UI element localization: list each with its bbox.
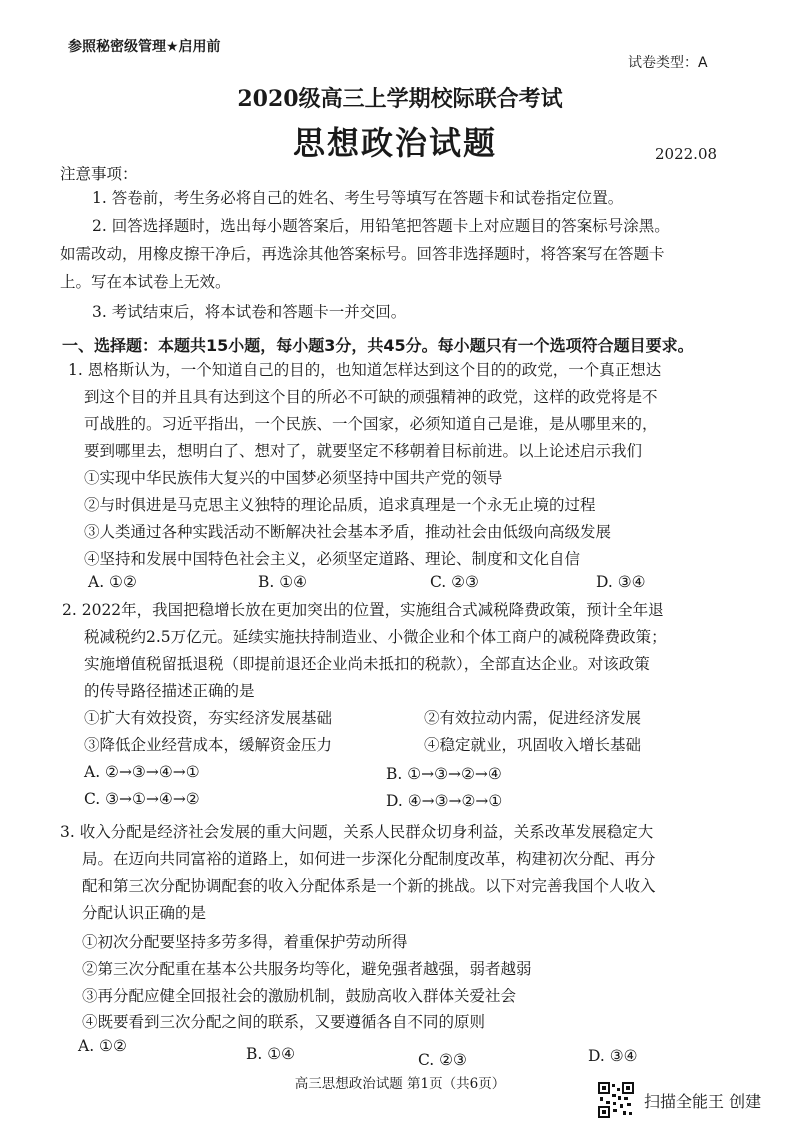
q2-stem-line-1: 2. 2022年，我国把稳增长放在更加突出的位置，实施组合式减税降费政策，预计全年退 (62, 601, 664, 619)
notice-line-1: 1. 答卷前，考生务必将自己的姓名、考生号等填写在答题卡和试卷指定位置。 (92, 189, 624, 207)
q1-option-c[interactable]: C. ②③ (430, 573, 479, 591)
exam-date: 2022.08 (655, 145, 718, 163)
q3-option-a[interactable]: A. ①② (78, 1037, 127, 1055)
q2-option-a[interactable]: A. ②→③→④→① (84, 763, 200, 781)
q1-statement-1: ①实现中华民族伟大复兴的中国梦必须坚持中国共产党的领导 (84, 469, 503, 487)
q1-statement-3: ③人类通过各种实践活动不断解决社会基本矛盾，推动社会由低级向高级发展 (84, 523, 612, 541)
q3-option-d[interactable]: D. ③④ (588, 1047, 638, 1065)
q1-stem-line-2: 到这个目的并且具有达到这个目的所必不可缺的顽强精神的政党，这样的政党将是不 (84, 388, 658, 406)
notice-line-5: 3. 考试结束后，将本试卷和答题卡一并交回。 (92, 303, 407, 321)
notice-line-2: 2. 回答选择题时，选出每小题答案后，用铅笔把答题卡上对应题目的答案标号涂黑。 (92, 217, 670, 235)
page-footer: 高三思想政治试题 第1页（共6页） (294, 1076, 506, 1092)
q2-statement-4: ④稳定就业，巩固收入增长基础 (424, 736, 642, 754)
q2-stem-line-2: 税减税约2.5万亿元。延续实施扶持制造业、小微企业和个体工商户的减税降费政策； (84, 628, 667, 646)
q1-option-d[interactable]: D. ③④ (596, 573, 646, 591)
exam-title: 2020级高三上学期校际联合考试 (237, 86, 563, 112)
q3-statement-1: ①初次分配要坚持多劳多得，着重保护劳动所得 (82, 933, 408, 951)
section-title: 一、选择题：本题共15小题，每小题3分，共45分。每小题只有一个选项符合题目要求。 (62, 336, 694, 355)
q2-stem-line-4: 的传导路径描述正确的是 (84, 682, 255, 700)
q3-statement-3: ③再分配应健全回报社会的激励机制，鼓励高收入群体关爱社会 (82, 987, 517, 1005)
q3-option-c[interactable]: C. ②③ (418, 1051, 467, 1069)
q2-option-b[interactable]: B. ①→③→②→④ (386, 765, 502, 783)
notice-title: 注意事项： (60, 165, 138, 183)
q3-stem-line-4: 分配认识正确的是 (82, 904, 207, 922)
q1-option-b[interactable]: B. ①④ (258, 573, 308, 591)
q2-statement-1: ①扩大有效投资，夯实经济发展基础 (84, 709, 333, 727)
notice-line-4: 上。写在本试卷上无效。 (60, 273, 231, 291)
q3-stem-line-1: 3. 收入分配是经济社会发展的重大问题，关系人民群众切身利益，关系改革发展稳定大 (60, 823, 654, 841)
scanner-watermark: 扫描全能王 创建 (644, 1092, 762, 1111)
q3-stem-line-2: 局。在迈向共同富裕的道路上，如何进一步深化分配制度改革，构建初次分配、再分 (82, 850, 656, 868)
confidentiality-label: 参照秘密级管理★启用前 (68, 39, 221, 55)
subject-title: 思想政治试题 (292, 124, 497, 162)
paper-type-label: 试卷类型：A (628, 55, 708, 71)
q3-option-b[interactable]: B. ①④ (246, 1045, 296, 1063)
q2-statement-3: ③降低企业经营成本，缓解资金压力 (84, 736, 333, 754)
q1-stem-line-4: 要到哪里去，想明白了、想对了，就要坚定不移朝着目标前进。以上论述启示我们 (84, 442, 643, 460)
q2-option-d[interactable]: D. ④→③→②→① (386, 792, 503, 810)
q1-stem-line-1: 1. 恩格斯认为，一个知道自己的目的，也知道怎样达到这个目的的政党，一个真正想达 (68, 361, 662, 379)
q3-statement-4: ④既要看到三次分配之间的联系，又要遵循各自不同的原则 (82, 1013, 486, 1031)
q2-option-c[interactable]: C. ③→①→④→② (84, 790, 200, 808)
notice-line-3: 如需改动，用橡皮擦干净后，再选涂其他答案标号。回答非选择题时，将答案写在答题卡 (60, 245, 665, 263)
q1-statement-4: ④坚持和发展中国特色社会主义，必须坚定道路、理论、制度和文化自信 (84, 550, 581, 568)
q2-stem-line-3: 实施增值税留抵退税（即提前退还企业尚未抵扣的税款），全部直达企业。对该政策 (84, 655, 650, 673)
q2-statement-2: ②有效拉动内需，促进经济发展 (424, 709, 642, 727)
q1-option-a[interactable]: A. ①② (88, 573, 137, 591)
qr-code-icon (598, 1082, 634, 1118)
q1-statement-2: ②与时俱进是马克思主义独特的理论品质，追求真理是一个永无止境的过程 (84, 496, 596, 514)
q3-statement-2: ②第三次分配重在基本公共服务均等化，避免强者越强，弱者越弱 (82, 960, 532, 978)
q1-stem-line-3: 可战胜的。习近平指出，一个民族、一个国家，必须知道自己是谁，是从哪里来的， (84, 415, 658, 433)
q3-stem-line-3: 配和第三次分配协调配套的收入分配体系是一个新的挑战。以下对完善我国个人收入 (82, 877, 656, 895)
